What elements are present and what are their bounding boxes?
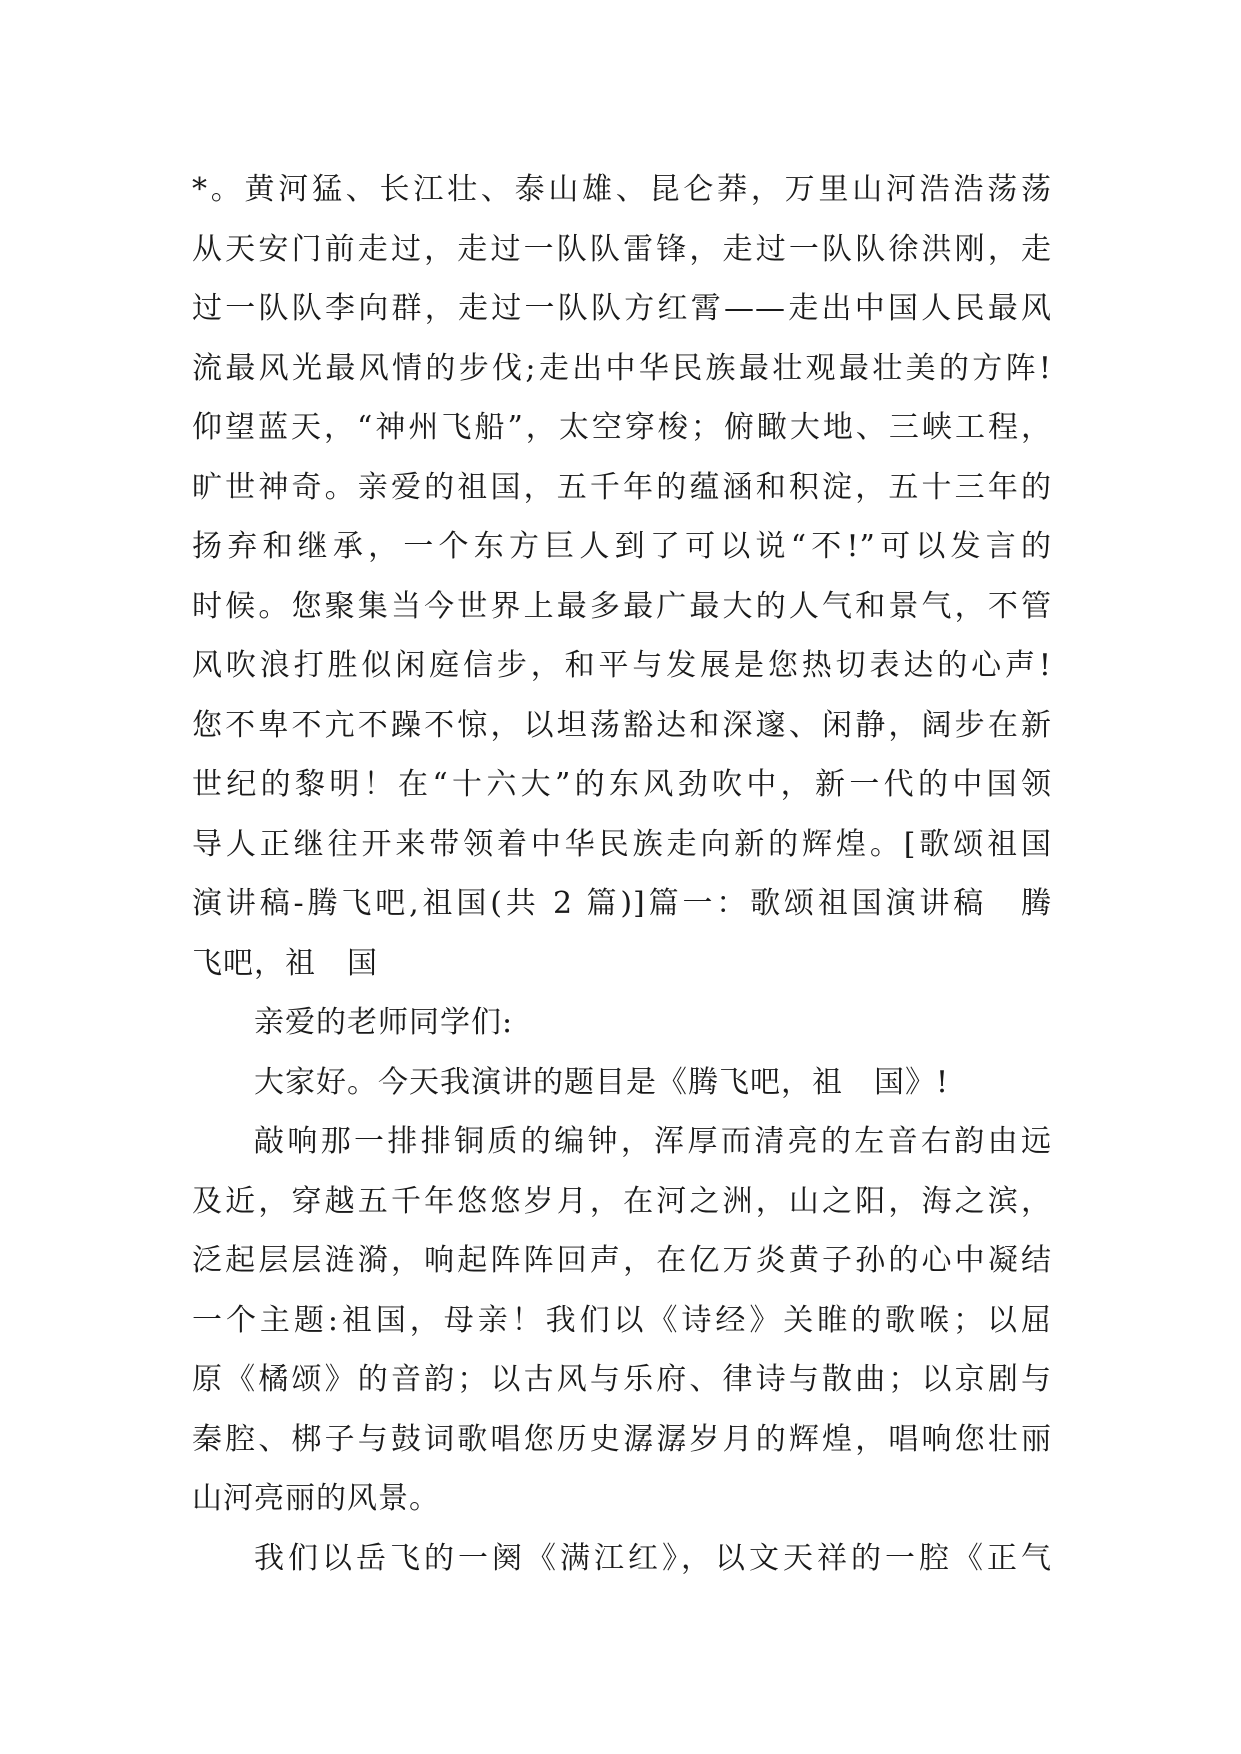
text-line: 大家好。今天我演讲的题目是《腾飞吧，祖 国》! bbox=[254, 1064, 950, 1100]
text-line: 一个主题:祖国，母亲！我们以《诗经》关睢的歌喉；以屈 bbox=[192, 1302, 1052, 1338]
text-line: 秦腔、梆子与鼓词歌唱您历史潺潺岁月的辉煌，唱响您壮丽 bbox=[192, 1421, 1052, 1457]
text-line: 旷世神奇。亲爱的祖国，五千年的蕴涵和积淀，五十三年的 bbox=[192, 469, 1052, 505]
body-text bbox=[192, 160, 1052, 1588]
text-line: 时候。您聚集当今世界上最多最广最大的人气和景气，不管 bbox=[192, 588, 1052, 624]
text-line: 仰望蓝天，“神州飞船”，太空穿梭；俯瞰大地、三峡工程， bbox=[192, 410, 1052, 445]
text-line: 山河亮丽的风景。 bbox=[192, 1481, 440, 1516]
text-line: 世纪的黎明！在“十六大”的东风劲吹中，新一代的中国领 bbox=[192, 767, 1052, 802]
text-line: 飞吧，祖 国 bbox=[192, 945, 378, 981]
text-line: 从天安门前走过，走过一队队雷锋，走过一队队徐洪刚，走 bbox=[192, 231, 1052, 267]
text-line: 您不卑不亢不躁不惊，以坦荡豁达和深邃、闲静，阔步在新 bbox=[192, 707, 1052, 743]
text-line: 流最风光最风情的步伐;走出中华民族最壮观最壮美的方阵! bbox=[192, 350, 1052, 386]
text-line: 亲爱的老师同学们: bbox=[254, 1005, 514, 1040]
text-line: 扬弃和继承，一个东方巨人到了可以说“不!”可以发言的 bbox=[192, 529, 1052, 564]
text-line: 我们以岳飞的一阕《满江红》，以文天祥的一腔《正气 bbox=[254, 1540, 1052, 1576]
text-line: 演讲稿-腾飞吧,祖国(共 2 篇)]篇一：歌颂祖国演讲稿 腾 bbox=[192, 886, 1052, 921]
text-line: 风吹浪打胜似闲庭信步，和平与发展是您热切表达的心声! bbox=[192, 648, 1052, 683]
text-line: 泛起层层涟漪，响起阵阵回声，在亿万炎黄子孙的心中凝结 bbox=[192, 1243, 1052, 1278]
text-line: *。黄河猛、长江壮、泰山雄、昆仑莽，万里山河浩浩荡荡 bbox=[192, 172, 1052, 207]
text-line: 及近，穿越五千年悠悠岁月，在河之洲，山之阳，海之滨， bbox=[192, 1183, 1052, 1219]
text-line: 原《橘颂》的音韵；以古风与乐府、律诗与散曲；以京剧与 bbox=[192, 1362, 1052, 1397]
text-line: 过一队队李向群，走过一队队方红霄——走出中国人民最风 bbox=[192, 291, 1052, 326]
text-line: 敲响那一排排铜质的编钟，浑厚而清亮的左音右韵由远 bbox=[254, 1124, 1052, 1159]
text-line: 导人正继往开来带领着中华民族走向新的辉煌。[歌颂祖国 bbox=[192, 826, 1052, 862]
